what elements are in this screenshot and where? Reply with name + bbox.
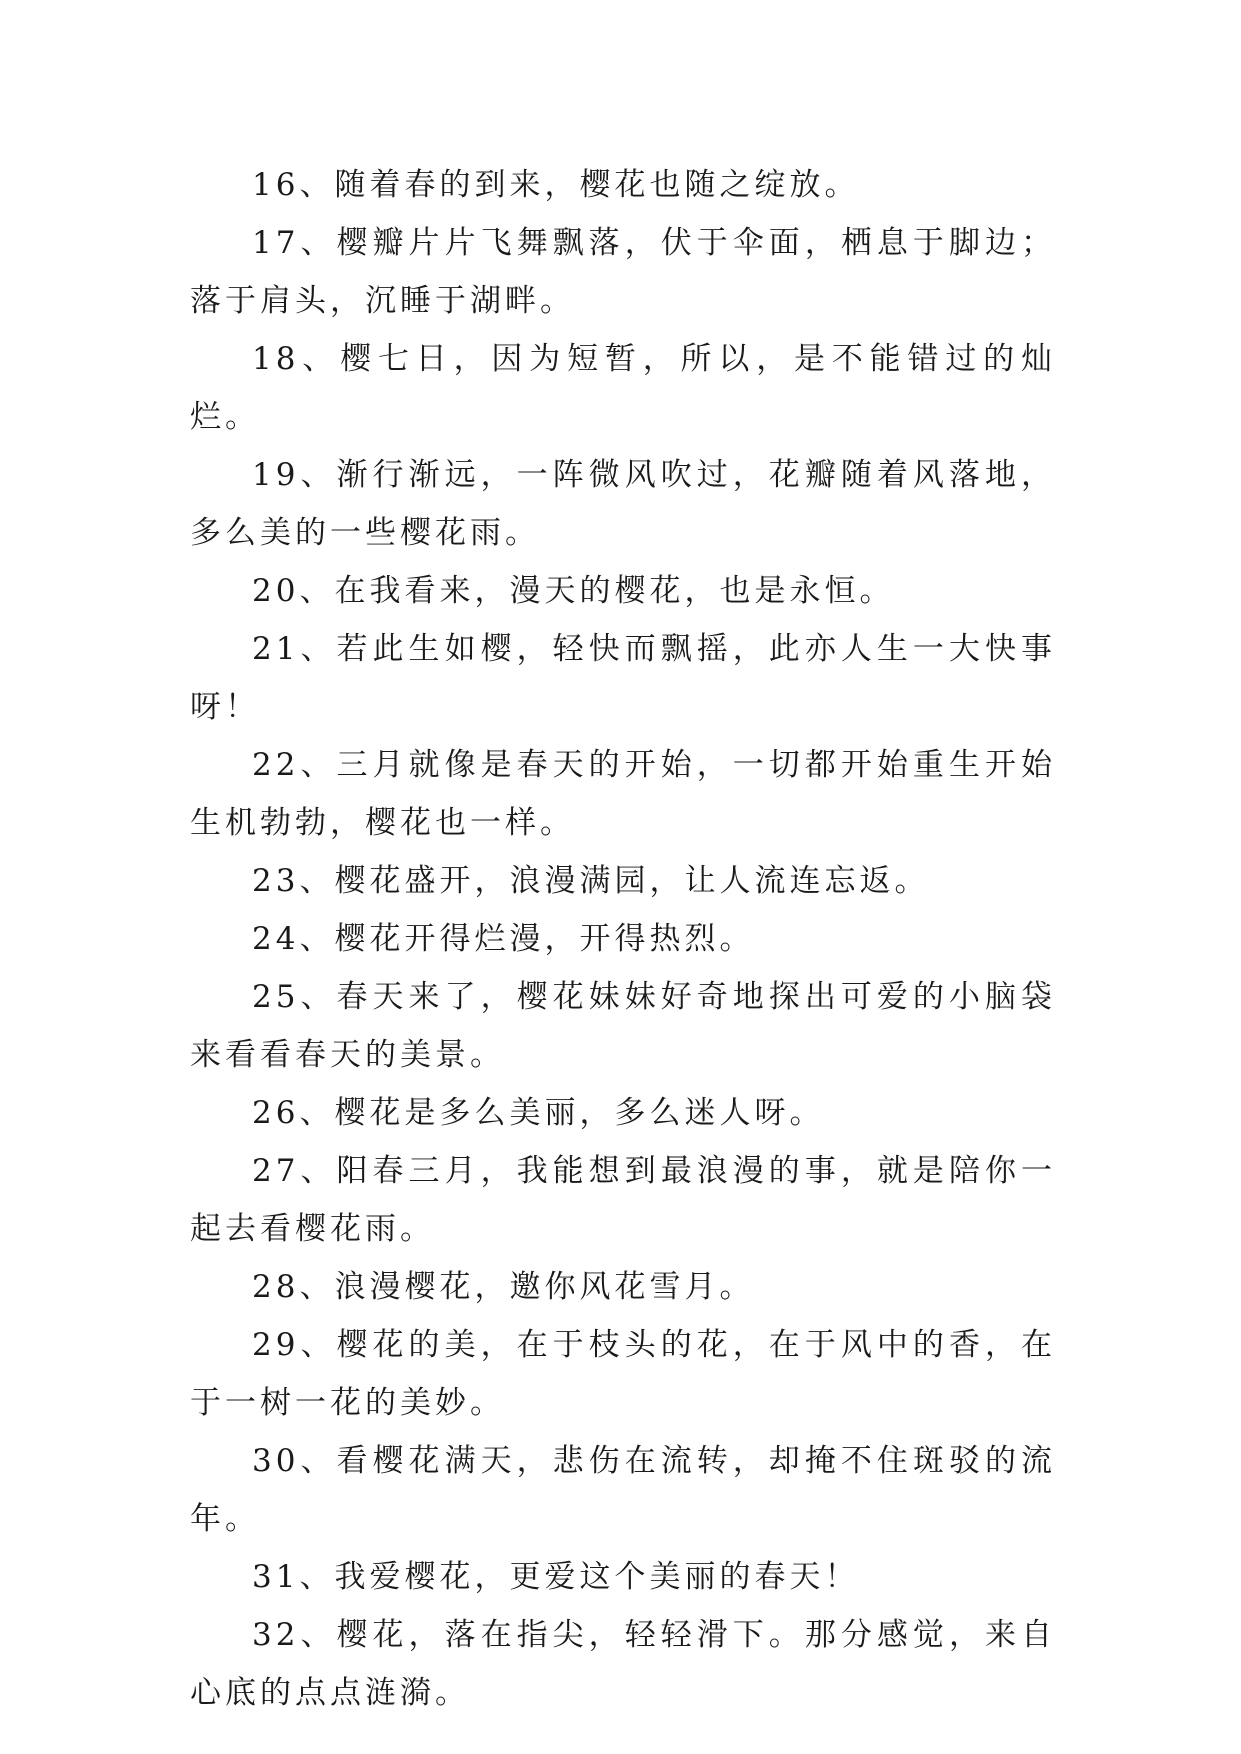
paragraph-25: 25、春天来了，樱花妹妹好奇地探出可爱的小脑袋来看看春天的美景。 [190,979,1056,1073]
document-body [190,156,1056,1722]
paragraph-30: 30、看樱花满天，悲伤在流转，却掩不住斑驳的流年。 [190,1443,1056,1537]
paragraph-16: 16、随着春的到来，樱花也随之绽放。 [252,167,860,203]
paragraph-18: 18、樱七日，因为短暂，所以，是不能错过的灿烂。 [190,341,1056,435]
paragraph-27: 27、阳春三月，我能想到最浪漫的事，就是陪你一起去看樱花雨。 [190,1153,1056,1247]
paragraph-31: 31、我爱樱花，更爱这个美丽的春天！ [252,1559,860,1595]
paragraph-24: 24、樱花开得烂漫，开得热烈。 [252,921,755,957]
paragraph-26: 26、樱花是多么美丽，多么迷人呀。 [252,1095,825,1131]
paragraph-17: 17、樱瓣片片飞舞飘落，伏于伞面，栖息于脚边；落于肩头，沉睡于湖畔。 [190,225,1056,319]
paragraph-22: 22、三月就像是春天的开始，一切都开始重生开始生机勃勃，樱花也一样。 [190,747,1056,841]
paragraph-32: 32、樱花，落在指尖，轻轻滑下。那分感觉，来自心底的点点涟漪。 [190,1617,1056,1711]
paragraph-23: 23、樱花盛开，浪漫满园，让人流连忘返。 [252,863,930,899]
paragraph-20: 20、在我看来，漫天的樱花，也是永恒。 [252,573,895,609]
paragraph-21: 21、若此生如樱，轻快而飘摇，此亦人生一大快事呀！ [190,631,1056,725]
paragraph-19: 19、渐行渐远，一阵微风吹过，花瓣随着风落地，多么美的一些樱花雨。 [190,457,1056,551]
paragraph-28: 28、浪漫樱花，邀你风花雪月。 [252,1269,755,1305]
paragraph-29: 29、樱花的美，在于枝头的花，在于风中的香，在于一树一花的美妙。 [190,1327,1056,1421]
